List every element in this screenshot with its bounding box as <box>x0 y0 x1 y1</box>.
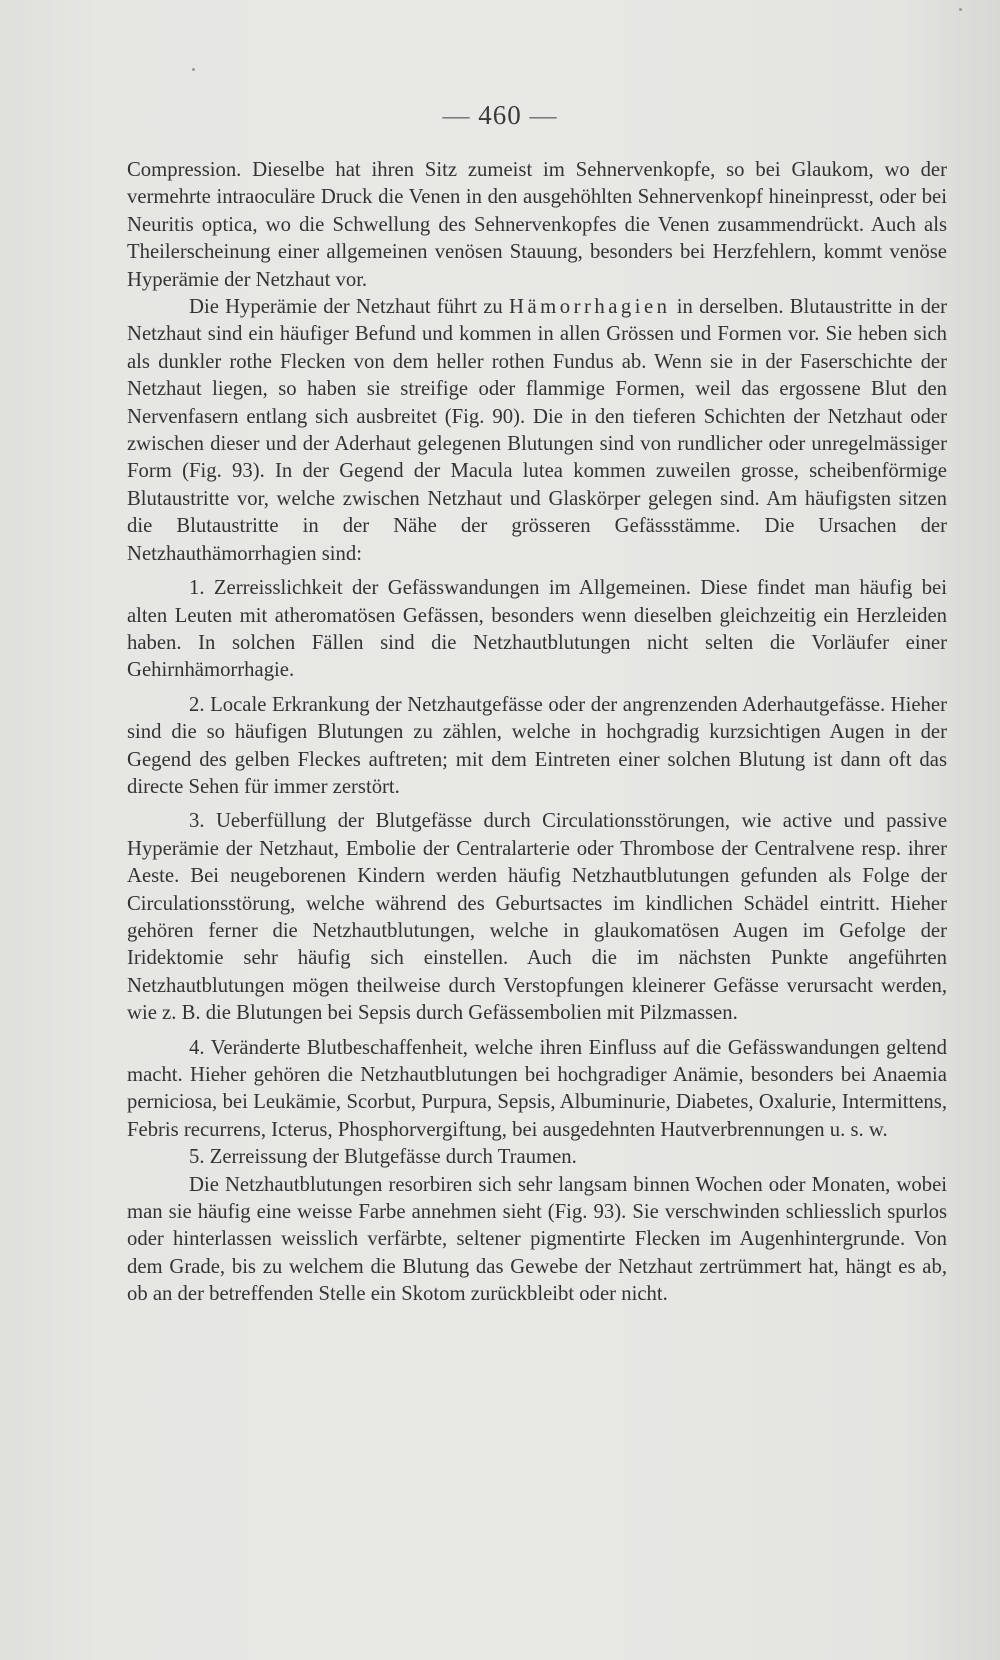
list-item-1: 1. Zerreisslichkeit der Gefässwandungen im Allgemeinen. Diese findet man häufig bei alten Leuten mit atheromatösen Gefässen, besonders wenn dieselben gleichzeitig ein Herzleiden haben. In solchen Fällen sind die Netzhautblutungen nicht selten die Vorläufer einer Gehirnhämorrhagie. <box>127 577 947 682</box>
emphasized-term: Hämorrhagien <box>509 296 671 319</box>
page-header <box>0 100 1000 131</box>
list-item-3: 3. Ueberfüllung der Blutgefässe durch Circulationsstörungen, wie active und passive Hyperämie der Netzhaut, Embolie der Centralarterie oder Thrombose der Centralvene resp. ihrer Aeste. Bei neugeborenen Kindern werden häufig Netzhautblutungen gefunden als Folge der Circulationsstörung, welche während des Geburtsactes im kindlichen Schädel eintritt. Hieher gehören ferner die Netzhautblutungen, welche in glaukomatösen Augen im Gefolge der Iridektomie sehr häufig sich einstellen. Auch die im nächsten Punkte angeführten Netzhautblutungen mögen theilweise durch Verstopfungen kleinerer Gefässe verursacht werden, wie z. B. die Blutungen bei Sepsis durch Gefässembolien mit Pilzmassen. <box>127 810 947 1025</box>
header-dash-left: — <box>442 100 479 130</box>
paper-speck <box>959 8 962 11</box>
paragraph-lead-text: Die Hyperämie der Netzhaut führt zu <box>189 296 510 319</box>
paragraph-hemorrhages <box>127 294 947 568</box>
paragraph-rest-text: in derselben. Blutaustritte in der Netzhaut sind ein häufiger Befund und kommen in allen Grössen und Formen vor. Sie heben sich als dunkler rothe Flecken von dem heller rothen Fundus ab. Wenn sie in der Faserschichte der Netzhaut liegen, so haben sie streifige oder flammige Formen, weil das ergossene Blut den Nervenfasern entlang sich ausbreitet (Fig. 90). Die in den tieferen Schichten der Netzhaut oder zwischen dieser und der Aderhaut gelegenen Blutungen sind von rundlicher oder unregelmässiger Form (Fig. 93). In der Gegend der Macula lutea kommen zuweilen grosse, scheibenförmige Blutaustritte vor, welche zwischen Netzhaut und Glaskörper gelegen sind. Am häufigsten sitzen die Blutaustritte in der Nähe der grösseren Gefässstämme. Die Ursachen der Netzhauthämorrhagien sind: <box>127 296 947 565</box>
paragraph-continuation: Compression. Dieselbe hat ihren Sitz zumeist im Sehnervenkopfe, so bei Glaukom, wo der vermehrte intraoculäre Druck die Venen in den ausgehöhlten Sehnervenkopf hineinpresst, oder bei Neuritis optica, wo die Schwellung des Sehnervenkopfes die Venen zusammendrückt. Auch als Theilerscheinung einer allgemeinen venösen Stauung, besonders bei Herzfehlern, kommt venöse Hyperämie der Netzhaut vor. <box>127 159 947 291</box>
paper-speck <box>192 68 195 71</box>
page-number: 460 <box>478 100 522 130</box>
body-text <box>127 157 947 1309</box>
header-dash-right: — <box>521 100 558 130</box>
list-item-2: 2. Locale Erkrankung der Netzhautgefässe oder der angrenzenden Aderhautgefässe. Hieher sind die so häufigen Blutungen zu zählen, welche in hochgradig kurzsichtigen Augen in der Gegend des gelben Fleckes auftreten; mit dem Eintreten einer solchen Blutung ist dann oft das directe Sehen für immer zerstört. <box>127 693 947 798</box>
paragraph-resorption: Die Netzhautblutungen resorbiren sich sehr langsam binnen Wochen oder Monaten, wobei man sie häufig eine weisse Farbe annehmen sieht (Fig. 93). Sie verschwinden schliesslich spurlos oder hinterlassen weisslich verfärbte, seltener pigmentirte Flecken im Augenhintergrunde. Von dem Grade, bis zu welchem die Blutung das Gewebe der Netzhaut zertrümmert hat, hängt es ab, ob an der betreffenden Stelle ein Skotom zurückbleibt oder nicht. <box>127 1173 947 1306</box>
list-item-5: 5. Zerreissung der Blutgefässe durch Traumen. <box>189 1146 577 1169</box>
list-item-4: 4. Veränderte Blutbeschaffenheit, welche ihren Einfluss auf die Gefässwandungen geltend macht. Hieher gehören die Netzhautblutungen bei hochgradiger Anämie, besonders bei Anaemia perniciosa, bei Leukämie, Scorbut, Purpura, Sepsis, Albuminurie, Diabetes, Oxalurie, Intermittens, Febris recurrens, Icterus, Phosphorvergiftung, bei ausgedehnten Hautverbrennungen u. s. w. <box>127 1036 947 1141</box>
